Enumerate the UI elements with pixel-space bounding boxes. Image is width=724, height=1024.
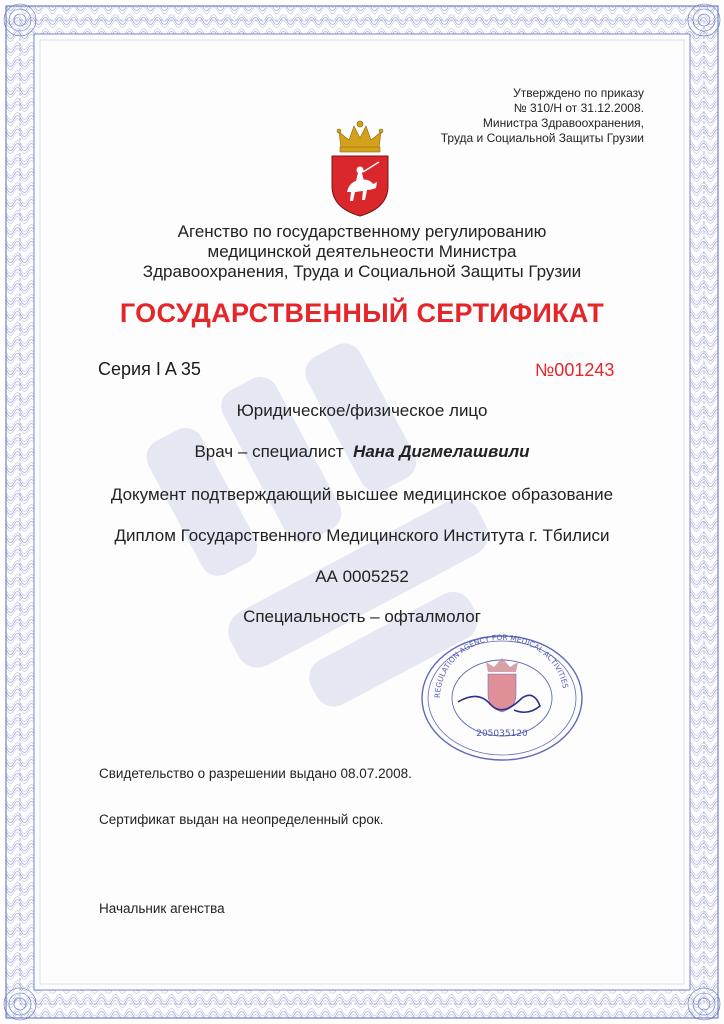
approval-note: [384, 86, 644, 146]
approval-line-4: Труда и Социальной Защиты Грузии: [440, 131, 644, 145]
certificate-title: ГОСУДАРСТВЕННЫЙ СЕРТИФИКАТ: [119, 298, 605, 328]
agency-line-2: медицинской деятельнеости Министра: [207, 242, 517, 261]
agency-line-1: Агенство по государственному регулированию: [177, 222, 547, 241]
approval-line-2: № 310/Н от 31.12.2008.: [513, 101, 644, 115]
signatory-line: Начальник агенства: [99, 901, 225, 916]
approval-line-3: Министра Здравоохранения,: [482, 116, 644, 130]
certificate-number: №001243: [535, 360, 615, 380]
doctor-line: [40, 442, 684, 462]
series-label: Серия I A 35: [98, 359, 201, 379]
agency-line-3: Здравоохранения, Труда и Социальной Защиты Грузии: [142, 262, 582, 281]
coat-of-arms-icon: [327, 118, 393, 218]
seal-ring-text: REGULATION AGENCY FOR MEDICAL ACTIVITIES: [432, 632, 571, 699]
official-seal-stamp: [418, 632, 586, 764]
approval-line-1: Утверждено по приказу: [513, 86, 644, 100]
diploma-number: АА 0005252: [315, 567, 409, 586]
doctor-prefix: Врач – специалист: [194, 442, 344, 461]
document-line: Документ подтверждающий высшее медицинское образование: [110, 485, 614, 504]
doctor-name: Нана Дигмелашвили: [353, 442, 530, 461]
validity-line: Сертификат выдан на неопределенный срок.: [99, 812, 384, 827]
entity-line: Юридическое/физическое лицо: [236, 401, 488, 420]
permit-line: Свидетельство о разрешении выдано 08.07.2008.: [99, 766, 412, 781]
specialty-line: Специальность – офталмолог: [243, 607, 481, 626]
agency-heading: [60, 222, 664, 282]
diploma-line: Диплом Государственного Медицинского Института г. Тбилиси: [114, 526, 610, 545]
seal-number: 205035120: [476, 729, 528, 739]
